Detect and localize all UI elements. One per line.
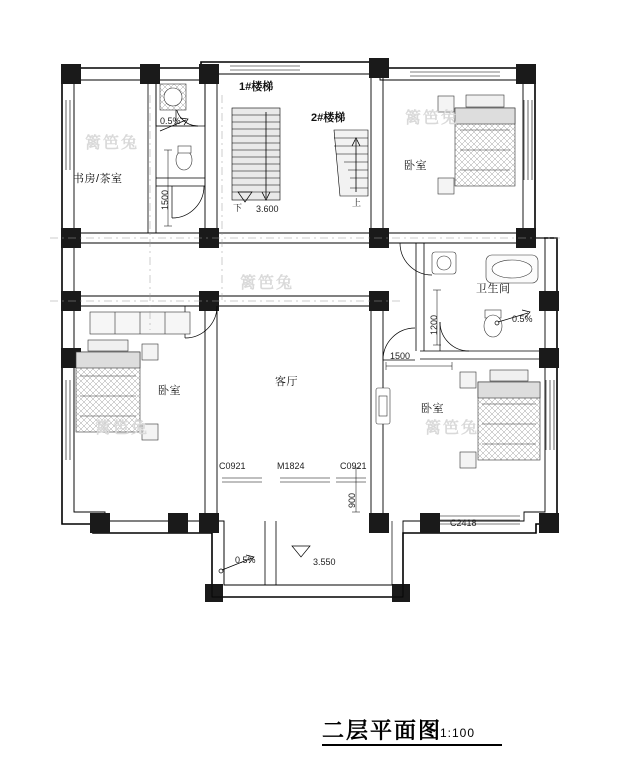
drawing-title: 二层平面图 (322, 718, 443, 743)
dimension-1200-bath: 1200 (429, 314, 439, 335)
watermark: 篱笆兔 (240, 275, 295, 292)
title-block (322, 714, 542, 750)
furniture-bed-lower-left (76, 312, 190, 440)
watermark: 篱笆兔 (425, 420, 480, 437)
room-label-bedroom-ll: 卧室 (158, 385, 181, 397)
window-tag-c0921-left: C0921 (219, 461, 246, 471)
dimension-1500-hall: 1500 (390, 351, 411, 361)
watermark: 篱笆兔 (85, 135, 140, 152)
dimension-900: 900 (347, 492, 357, 508)
stair-1 (232, 108, 280, 200)
elevation-marker-layer (238, 192, 310, 557)
room-label-living-room: 客厅 (275, 376, 298, 388)
door-tag-m1824: M1824 (277, 461, 305, 471)
title-underline (322, 744, 502, 746)
room-label-study: 书房/茶室 (73, 173, 123, 185)
stair-direction-down: 下 (233, 203, 243, 213)
watermark: 篱笆兔 (95, 420, 150, 437)
slope-label-1: 0.5% (160, 116, 181, 126)
room-label-bedroom-ur: 卧室 (404, 160, 427, 172)
stair-label-1: 1#楼梯 (239, 81, 274, 93)
watermark: 篱笆兔 (405, 110, 460, 127)
stair-2 (334, 130, 368, 196)
slope-label-3: 0.5% (235, 555, 256, 565)
dimension-line-layer (164, 150, 452, 512)
stair-direction-up: 上 (352, 198, 362, 208)
furniture-bed-lower-right (460, 370, 540, 468)
room-label-bathroom: 卫生间 (476, 283, 511, 295)
window-tag-c2418: C2418 (450, 518, 477, 528)
drawing-scale: 1:100 (440, 726, 476, 740)
slope-label-2: 0.5% (512, 314, 533, 324)
window-tag-c0921-right: C0921 (340, 461, 367, 471)
stair-label-2: 2#楼梯 (311, 112, 346, 124)
elevation-3550: 3.550 (313, 557, 336, 567)
furniture-bed-upper-right (438, 95, 515, 194)
furniture-living-room (376, 388, 390, 424)
elevation-3600: 3.600 (256, 204, 279, 214)
room-label-bedroom-lr: 卧室 (421, 403, 444, 415)
dimension-1500-study: 1500 (160, 189, 170, 210)
furniture-bath-upper-left (160, 84, 192, 170)
